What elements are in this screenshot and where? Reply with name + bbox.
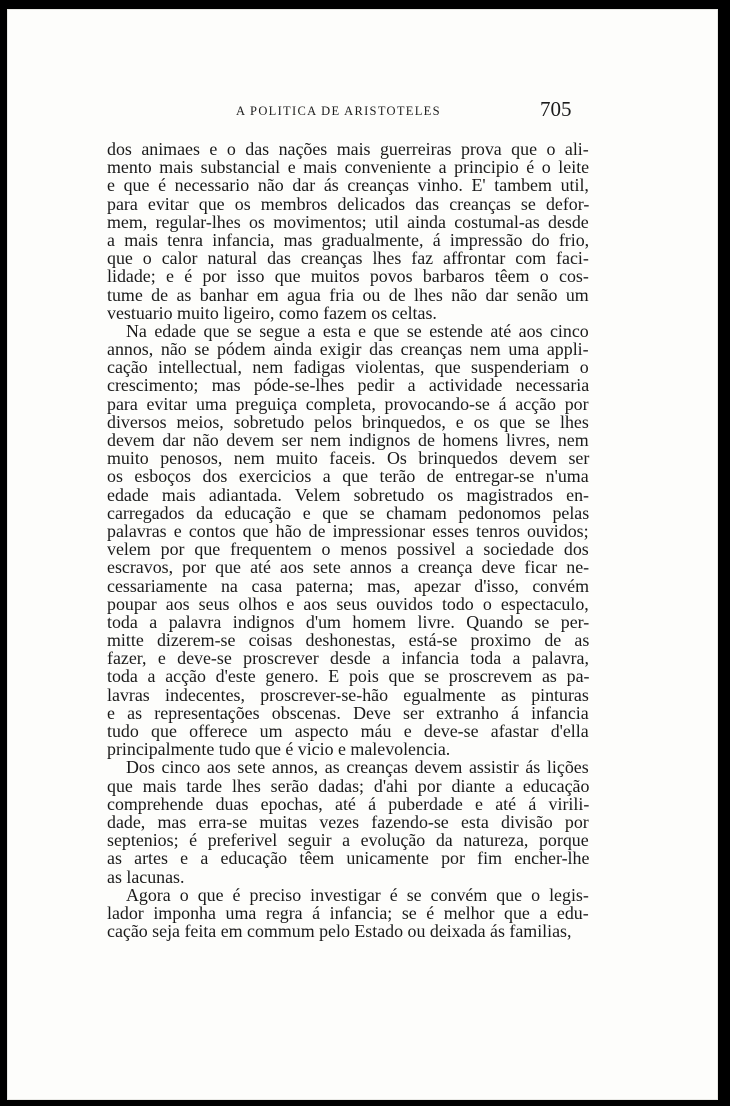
text-line: Na edade que se segue a esta e que se estende até aos cinco (126, 320, 589, 341)
text-line: para evitar uma preguiça completa, provocando-se á acção por (107, 393, 589, 414)
text-line: dos animaes e o das nações mais guerreiras prova que o ali- (107, 139, 589, 159)
paragraph (107, 140, 589, 322)
text-line: palavras e contos que hão de impressionar esses tenros ouvidos; (107, 520, 589, 541)
text-line: Dos cinco aos sete annos, as creanças devem assistir ás lições (126, 757, 589, 778)
text-line: cação intellectual, nem fadigas violentas, que suspenderiam o (107, 357, 589, 378)
text-line: escravos, por que até aos sete annos a creança deve ficar ne- (107, 557, 590, 578)
text-line: annos, não se pódem ainda exigir das creanças nem uma appli- (107, 339, 589, 360)
running-head (7, 96, 718, 126)
page-number: 705 (540, 97, 572, 121)
text-line: toda a palavra indignos d'um homem livre. Quando se per- (107, 611, 590, 632)
text-line: principalmente tudo que é vicio e malevolencia. (107, 739, 451, 760)
text-line: mento mais substancial e mais conveniente a principio é o leite (107, 157, 590, 178)
text-line: diversos meios, sobretudo pelos brinquedos, e os que se lhes (107, 411, 589, 432)
text-line: e que é necessario não dar ás creanças vinho. E' tambem util, (107, 175, 589, 196)
text-line: que mais tarde lhes serão dadas; d'ahi por diante a educação (107, 775, 590, 796)
running-head-title: A POLITICA DE ARISTOTELES (236, 104, 441, 118)
text-line: tume de as banhar em agua fria ou de lhes não dar senão um (107, 284, 589, 305)
text-line: e as representações obscenas. Deve ser extranho á infancia (107, 702, 589, 723)
text-line: cação seja feita em commum pelo Estado ou deixada ás familias, (107, 921, 572, 942)
text-line: os esboços dos exercicios a que terão de entregar-se n'uma (107, 466, 589, 487)
text-line: comprehende duas epochas, até á puberdade e até á virili- (107, 793, 590, 814)
text-line: toda a acção d'este genero. E pois que se proscrevem as pa- (107, 666, 590, 687)
text-line: cessariamente na casa paterna; mas, apezar d'isso, convém (107, 575, 589, 596)
text-line: lavras indecentes, proscrever-se-hão egualmente as pinturas (107, 684, 589, 705)
text-line: tudo que offerece um aspecto máu e deve-se afastar d'ella (107, 721, 589, 741)
paragraph (107, 758, 589, 885)
paragraph (107, 886, 589, 941)
text-line: velem por que frequentem o menos possivel a sociedade dos (107, 539, 589, 560)
text-line: mem, regular-lhes os movimentos; util ainda costumal-as desde (107, 211, 589, 232)
text-line: Agora o que é preciso investigar é se convém que o legis- (126, 884, 589, 905)
text-line: crescimento; mas póde-se-lhes pedir a actividade necessaria (107, 375, 590, 396)
text-line: lidade; e é por isso que muitos povos barbaros têem o cos- (107, 266, 589, 287)
text-line: dade, mas erra-se muitas vezes fazendo-se esta divisão por (107, 811, 589, 832)
text-line: muito penosos, nem muito faceis. Os brinquedos devem ser (107, 448, 590, 469)
text-line: carregados da educação e que se chamam pedonomos pelas (107, 502, 590, 523)
text-line: as artes e a educação têem unicamente por fim encher-lhe (107, 848, 590, 869)
text-line: poupar aos seus olhos e aos seus ouvidos todo o espectaculo, (107, 593, 589, 614)
text-line: as lacunas. (107, 866, 185, 887)
text-line: para evitar que os membros delicados das creanças se defor- (107, 193, 590, 214)
text-line: fazer, e deve-se proscrever desde a infancia toda a palavra, (107, 648, 589, 669)
text-line: lador imponha uma regra á infancia; se é melhor que a edu- (107, 902, 589, 923)
text-line: vestuario muito ligeiro, como fazem os celtas. (107, 302, 437, 323)
text-line: edade mais adiantada. Velem sobretudo os magistrados en- (107, 484, 589, 505)
text-line: que o calor natural das creanças lhes faz affrontar com faci- (107, 248, 589, 269)
text-line: a mais tenra infancia, mas gradualmente, á impressão do frio, (107, 229, 590, 250)
book-page (7, 9, 718, 1100)
text-line: septenios; é preferivel seguir a evolução da natureza, porque (107, 830, 589, 851)
text-line: mitte dizerem-se coisas deshonestas, está-se proximo de as (107, 630, 590, 651)
text-line: devem dar não devem ser nem indignos de homens livres, nem (107, 430, 589, 450)
body-text (107, 140, 589, 940)
paragraph (107, 322, 589, 759)
